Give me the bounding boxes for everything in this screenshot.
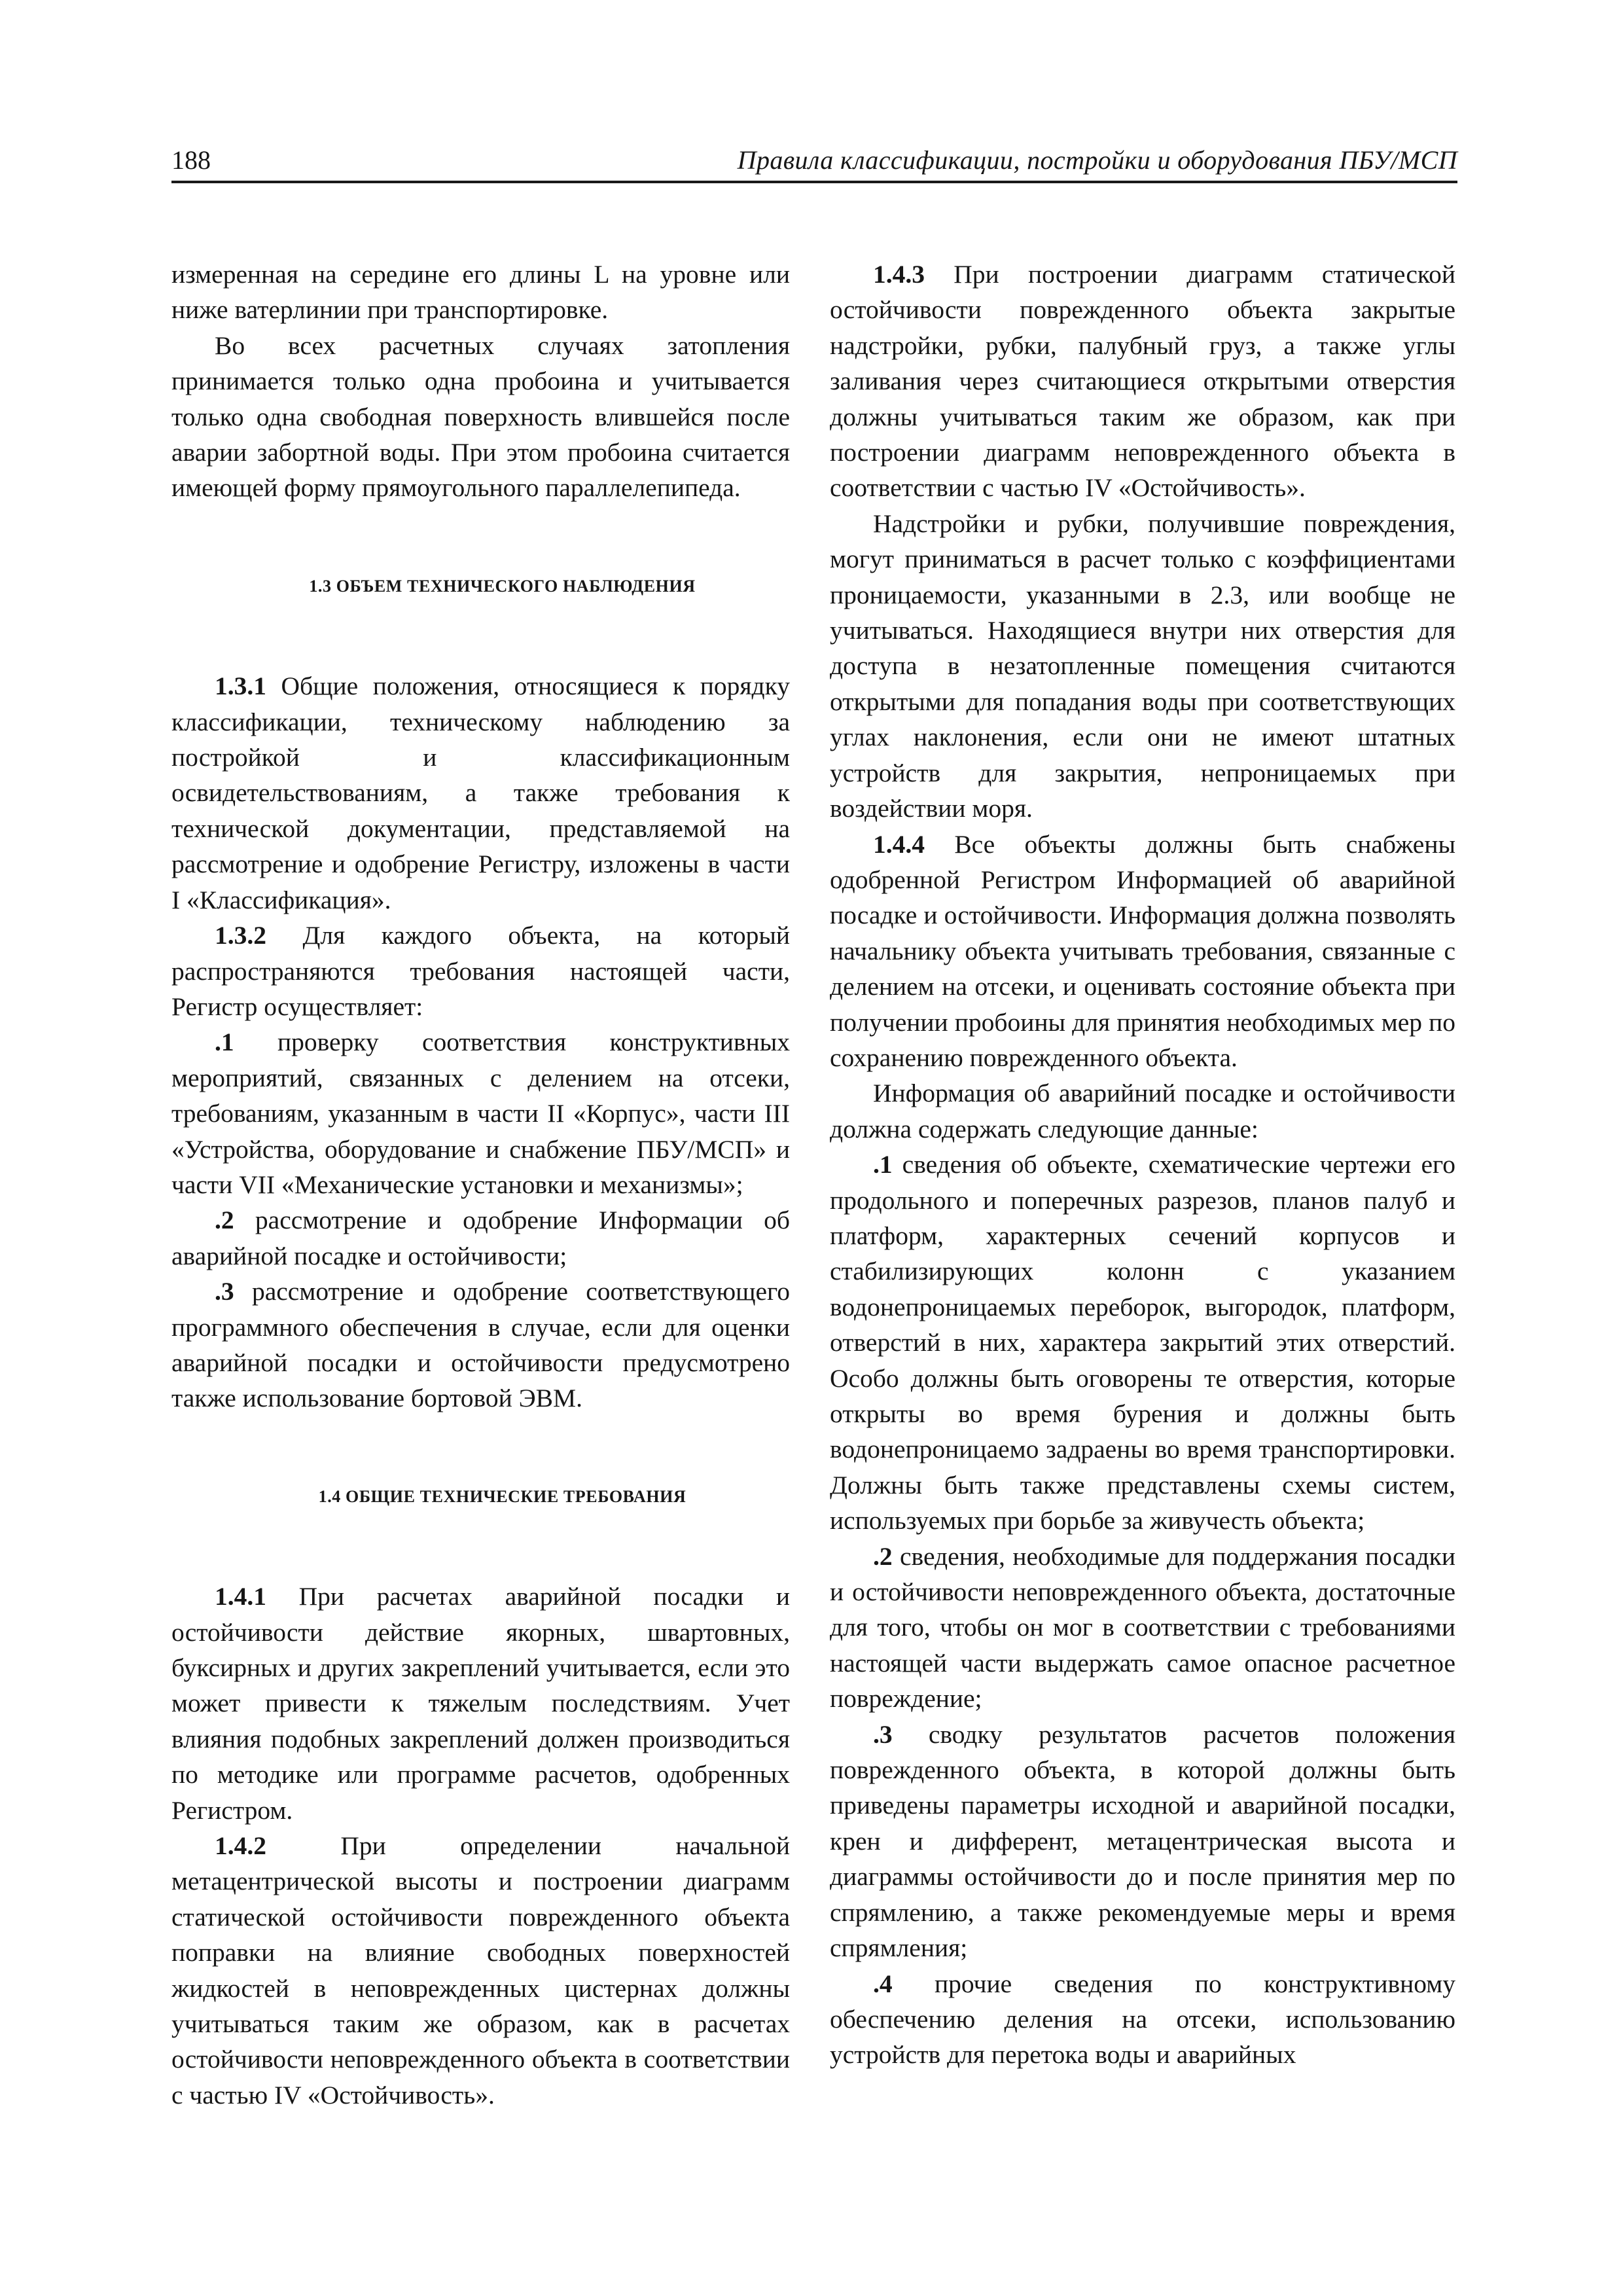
paragraph-1-3-2 bbox=[171, 918, 790, 1024]
clause-text: Для каждого объекта, на который распространяются требования настоящей части, Регистр осуществляет: bbox=[171, 921, 790, 1021]
paragraph-1-4-3 bbox=[830, 257, 1455, 506]
list-item-2 bbox=[171, 1202, 790, 1274]
clause-number: 1.4.4 bbox=[873, 829, 925, 859]
item-text: прочие сведения по конструктивному обеспечению деления на отсеки, использованию устройств для перетока воды и аварийных bbox=[830, 1969, 1455, 2070]
clause-text: Общие положения, относящиеся к порядку классификации, техническому наблюдению за постройкой и классификационным освидетельствованиям, а также требования к технической документации, представляемой на рассмотрение и одобрение Регистру, изложены в части I «Классификация». bbox=[171, 672, 790, 914]
clause-number: 1.4.2 bbox=[215, 1831, 266, 1861]
item-number: .2 bbox=[215, 1206, 234, 1235]
item-text: сводку результатов расчетов положения поврежденного объекта, в которой должны быть приведены параметры исходной и аварийной посадки, крен и дифферент, метацентрическая высота и диаграммы остойчивости до и после принятия мер по спрямлению, а также рекомендуемые меры и время спрямления; bbox=[830, 1719, 1455, 1963]
list-item-3 bbox=[171, 1274, 790, 1416]
right-column bbox=[830, 257, 1455, 2073]
page-number: 188 bbox=[171, 145, 211, 175]
paragraph-1-4-1 bbox=[171, 1579, 790, 1828]
item-text: рассмотрение и одобрение соответствующего программного обеспечения в случае, если для оценки аварийной посадки и остойчивости предусмотрено также использование бортовой ЭВМ. bbox=[171, 1277, 790, 1413]
section-heading-1-3: 1.3 ОБЪЕМ ТЕХНИЧЕСКОГО НАБЛЮДЕНИЯ bbox=[309, 576, 696, 596]
clause-number: 1.3.1 bbox=[215, 672, 266, 701]
page-header bbox=[171, 143, 1457, 183]
item-number: .4 bbox=[873, 1969, 893, 1998]
clause-number: 1.4.3 bbox=[873, 260, 925, 289]
paragraph: Во всех расчетных случаях затопления принимается только одна пробоина и учитывается только одна свободная поверхность влившейся после аварии забортной воды. При этом пробоина считается имеющей форму прямоугольного параллелепипеда. bbox=[171, 331, 790, 503]
clause-number: 1.3.2 bbox=[215, 921, 266, 950]
clause-number: 1.4.1 bbox=[215, 1582, 266, 1611]
item-number: .2 bbox=[873, 1541, 893, 1571]
item-number: .3 bbox=[215, 1277, 234, 1306]
list-item-4 bbox=[830, 1966, 1455, 2073]
item-text: сведения, необходимые для поддержания посадки и остойчивости неповрежденного объекта, достаточные для того, чтобы он мог в соответствии с требованиями настоящей части выдержать самое опасное расчетное повреждение; bbox=[830, 1541, 1455, 1713]
paragraph: Информация об аварийний посадке и остойчивости должна содержать следующие данные: bbox=[830, 1079, 1455, 1143]
item-text: сведения об объекте, схематические чертежи его продольного и поперечных разрезов, планов палуб и платформ, характерных сечений корпусов и стабилизирующих колонн с указанием водонепроницаемых переборок, выгородок, платформ, отверстий в них, характера закрытий этих отверстий. Особо должны быть оговорены те отверстия, которые открыты во время бурения и должны быть водонепроницаемо задраены во время транспортировки. Должны быть также представлены схемы систем, используемых при борьбе за живучесть объекта; bbox=[830, 1150, 1455, 1535]
item-text: проверку соответствия конструктивных мероприятий, связанных с делением на отсеки, требованиям, указанным в части II «Корпус», части III «Устройства, оборудование и снабжение ПБУ/МСП» и части VII «Механические установки и механизмы»; bbox=[171, 1028, 790, 1199]
clause-text: При построении диаграмм статической остойчивости поврежденного объекта закрытые надстройки, рубки, палубный груз, а также углы заливания через считающиеся открытыми отверстия должны учитываться таким же образом, как при построении диаграмм неповрежденного объекта в соответствии с частью IV «Остойчивость». bbox=[830, 260, 1455, 503]
clause-text: При определении начальной метацентрической высоты и построении диаграмм статической остойчивости поврежденного объекта поправки на влияние свободных поверхностей жидкостей в неповрежденных цистернах должны учитываться таким же образом, как в расчетах остойчивости неповрежденного объекта в соответствии с частью IV «Остойчивость». bbox=[171, 1831, 790, 2109]
left-column bbox=[171, 257, 790, 2113]
list-item-3 bbox=[830, 1717, 1455, 1966]
paragraph: измеренная на середине его длины L на уровне или ниже ватерлинии при транспортировке. bbox=[171, 260, 790, 325]
item-text: рассмотрение и одобрение Информации об аварийной посадке и остойчивости; bbox=[171, 1206, 790, 1270]
paragraph: Надстройки и рубки, получившие повреждения, могут приниматься в расчет только с коэффициентами проницаемости, указанными в 2.3, или вообще не учитываться. Находящиеся внутри них отверстия для доступа в незатопленные помещения считаются открытыми для попадания воды при соответствующих углах наклонения, если они не имеют штатных устройств для закрытия, непроницаемых при воздействии моря. bbox=[830, 509, 1455, 823]
item-number: .3 bbox=[873, 1719, 893, 1749]
paragraph-1-3-1 bbox=[171, 668, 790, 918]
paragraph-1-4-4 bbox=[830, 827, 1455, 1076]
clause-text: Все объекты должны быть снабжены одобренной Регистром Информацией об аварийной посадке и остойчивости. Информация должна позволять начальнику объекта учитывать требования, связанные с делением на отсеки, и оценивать состояние объекта при получении пробоины для принятия необходимых мер по сохранению поврежденного объекта. bbox=[830, 829, 1455, 1072]
list-item-2 bbox=[830, 1539, 1455, 1717]
item-number: .1 bbox=[873, 1150, 893, 1179]
item-number: .1 bbox=[215, 1028, 234, 1057]
running-title: Правила классификации, постройки и оборудования ПБУ/МСП bbox=[737, 145, 1457, 175]
clause-text: При расчетах аварийной посадки и остойчивости действие якорных, швартовных, буксирных и других закреплений учитывается, если это может привести к тяжелым последствиям. Учет влияния подобных закреплений должен производиться по методике или программе расчетов, одобренных Регистром. bbox=[171, 1582, 790, 1825]
list-item-1 bbox=[171, 1024, 790, 1202]
paragraph-1-4-2 bbox=[171, 1828, 790, 2113]
section-heading-1-4: 1.4 ОБЩИЕ ТЕХНИЧЕСКИЕ ТРЕБОВАНИЯ bbox=[318, 1486, 687, 1506]
list-item-1 bbox=[830, 1147, 1455, 1538]
